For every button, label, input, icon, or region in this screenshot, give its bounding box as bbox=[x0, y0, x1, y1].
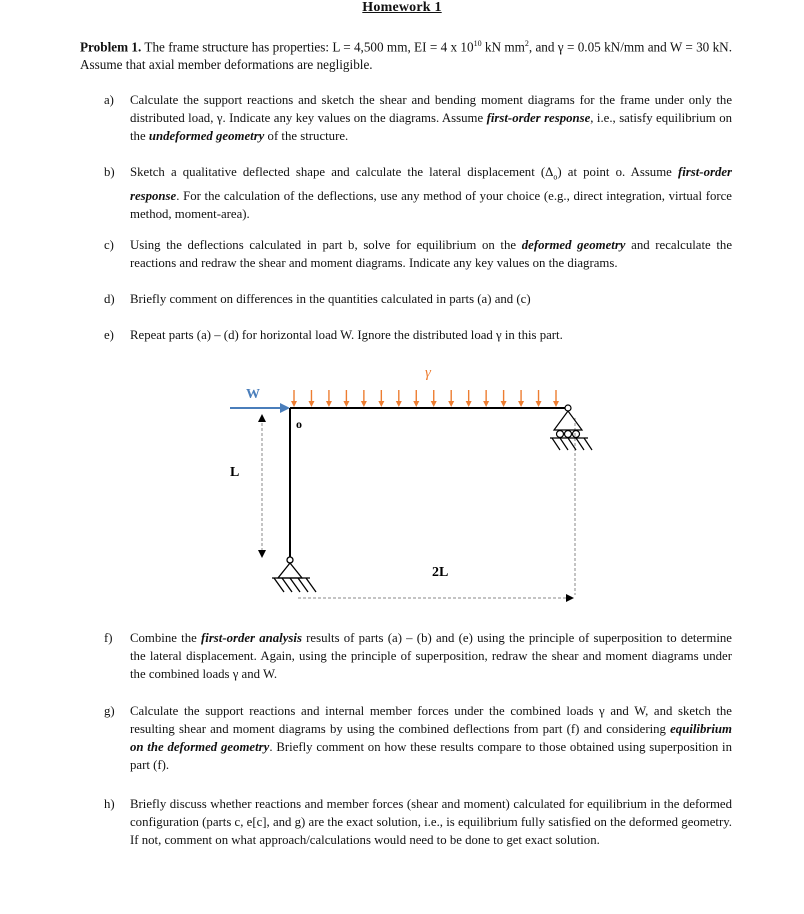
problem-label: Problem 1. bbox=[80, 39, 142, 55]
point-o-label: o bbox=[296, 417, 302, 431]
item-h: h) Briefly discuss whether reactions and member forces (shear and moment) calculated for equilibrium in the deformed configuration (parts c, e[c], and g) are the exact solution, i.e., is equilibrium fully satisfied on the deformed geometry. If not, comment on what approach/calculations would need to be done to get exact solution. bbox=[104, 797, 732, 847]
w-label: W bbox=[246, 387, 260, 402]
load-arrow-head bbox=[483, 401, 489, 407]
load-arrow-head bbox=[466, 401, 472, 407]
load-arrow-head bbox=[361, 401, 367, 407]
w-arrow bbox=[230, 403, 290, 413]
item-c: c) Using the deflections calculated in part b, solve for equilibrium on the deformed geometry and recalculate the reactions and redraw the shear and moment diagrams. Indicate any key values on the diagrams. bbox=[104, 238, 732, 270]
problem-statement: Problem 1. The frame structure has properties: L = 4,500 mm, EI = 4 x $10^{10}$ kN $mm^2$, and γ = 0.05 kN/mm and W = 30 kN. Assume that axial member deformations are negligible. bbox=[80, 39, 733, 73]
item-d: d) Briefly comment on differences in the quantities calculated in parts (a) and (c) bbox=[104, 292, 531, 306]
height-dimension bbox=[258, 414, 266, 558]
item-g: g) Calculate the support reactions and internal member forces under the combined loads γ and W, and sketch the resulting shear and moment diagrams by using the combined deflections from part (f) and considering equilibrium on the deformed geometry. Briefly comment on how these results compare to those obtained using superposition in part (f). bbox=[104, 704, 733, 772]
span-label: 2L bbox=[432, 565, 449, 580]
load-arrow-head bbox=[413, 401, 419, 407]
load-arrow-head bbox=[396, 401, 402, 407]
pin-support bbox=[272, 557, 316, 592]
load-arrow-head bbox=[326, 401, 332, 407]
item-e: e) Repeat parts (a) – (d) for horizontal load W. Ignore the distributed load γ in this part. bbox=[104, 328, 563, 342]
item-b: b) Sketch a qualitative deflected shape and calculate the lateral displacement $(\Delta_o)$ at point o. Assume first-order response. For the calculation of the deflections, use any method of your choice (e.g., direct integration, virtual force method, moment-area). bbox=[104, 165, 732, 221]
load-arrow-head bbox=[378, 401, 384, 407]
distributed-load-arrows bbox=[291, 390, 559, 407]
height-label: L bbox=[230, 465, 240, 480]
load-arrow-head bbox=[448, 401, 454, 407]
load-arrow-head bbox=[343, 401, 349, 407]
roller-support bbox=[550, 405, 592, 450]
item-f: f) Combine the first-order analysis results of parts (a) – (b) and (e) using the principle of superposition to determine the lateral displacement. Again, using the principle of superposition, redraw the shear and moment diagrams under the combined loads γ and W. bbox=[104, 631, 732, 681]
load-label: γ bbox=[425, 365, 431, 381]
load-arrow-head bbox=[291, 401, 297, 407]
page-title: Homework 1 bbox=[362, 0, 442, 15]
load-arrow-head bbox=[536, 401, 542, 407]
frame-members bbox=[290, 408, 568, 560]
item-a: a) Calculate the support reactions and sketch the shear and bending moment diagrams for the frame under only the distributed load, γ. Indicate any key values on the diagrams. Assume first-order response, i.e., satisfy equilibrium on the undeformed geometry of the structure. bbox=[104, 93, 732, 143]
frame-figure bbox=[220, 360, 600, 605]
load-arrow-head bbox=[553, 401, 559, 407]
load-arrow-head bbox=[308, 401, 314, 407]
load-arrow-head bbox=[501, 401, 507, 407]
load-arrow-head bbox=[431, 401, 437, 407]
load-arrow-head bbox=[518, 401, 524, 407]
